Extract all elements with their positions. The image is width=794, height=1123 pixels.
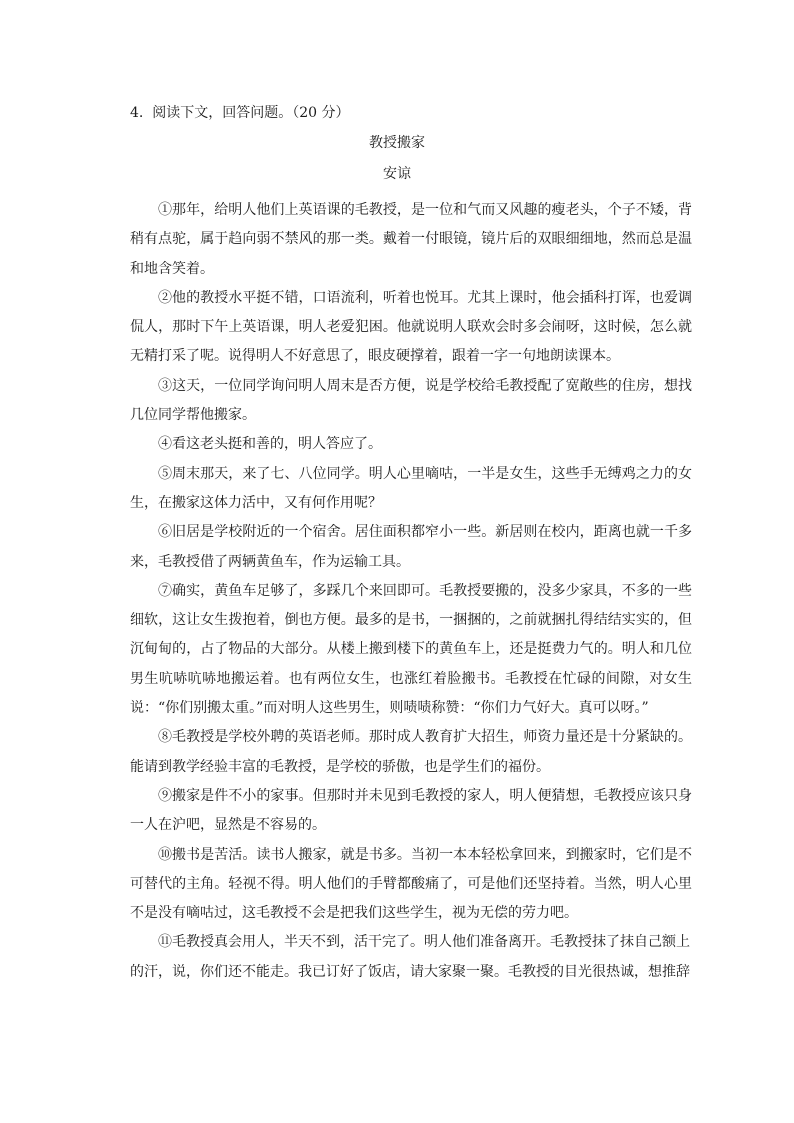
paragraph-11: ⑪毛教授真会用人，半天不到，活干完了。明人他们准备离开。毛教授抹了抹自己额上的汗，说，你们还不能走。我已订好了饭店，请大家聚一聚。毛教授的目光很热诚，想推辞 <box>130 934 690 980</box>
paragraph-7: ⑦确实，黄鱼车足够了，多踩几个来回即可。毛教授要搬的，没多少家具，不多的一些细软，这让女生拨抱着，倒也方便。最多的是书，一捆捆的，之前就捆扎得结结实实的，但沉甸甸的，占了物品的大部分。从楼上搬到楼下的黄鱼车上，还是挺费力气的。明人和几位男生吭哧吭哧地搬运着。也有两位女生，也涨红着脸搬书。毛教授在忙碌的间隙，对女生说：“你们别搬太重。”而对明人这些男生，则啧啧称赞：“你们力气好大。真可以呀。” <box>130 582 692 717</box>
paragraph-3: ③这天，一位同学询问明人周末是否方便，说是学校给毛教授配了宽敞些的住房，想找几位同学帮他搬家。 <box>130 377 692 424</box>
paragraph-9: ⑨搬家是件不小的家事。但那时并未见到毛教授的家人，明人便猜想，毛教授应该只身一人在沪吧，显然是不容易的。 <box>130 787 692 834</box>
paragraph-5: ⑤周末那天，来了七、八位同学。明人心里嘀咕，一半是女生，这些手无缚鸡之力的女生，在搬家这体力活中，又有何作用呢？ <box>130 465 692 511</box>
question-prompt: 阅读下文，回答问题。（20 分） <box>152 105 350 121</box>
paragraph-10: ⑩搬书是苦活。读书人搬家，就是书多。当初一本本轻松拿回来，到搬家时，它们是不可替代的主角。轻视不得。明人他们的手臂都酸痛了，可是他们还坚持着。当然，明人心里不是没有嘀咕过，这毛教授不会是把我们这些学生，视为无偿的劳力吧。 <box>130 846 692 922</box>
paragraph-6: ⑥旧居是学校附近的一个宿舍。居住面积都窄小一些。新居则在校内，距离也就一千多来，毛教授借了两辆黄鱼车，作为运输工具。 <box>130 524 692 570</box>
paragraph-1: ①那年，给明人他们上英语课的毛教授，是一位和气而又风趣的瘦老头，个子不矮，背稍有点驼，属于趋向弱不禁风的那一类。戴着一付眼镜，镜片后的双眼细细地，然而总是温和地含笑着。 <box>130 202 692 277</box>
question-header <box>130 103 350 123</box>
paragraph-8: ⑧毛教授是学校外聘的英语老师。那时成人教育扩大招生，师资力量还是十分紧缺的。能请到教学经验丰富的毛教授，是学校的骄傲，也是学生们的福份。 <box>130 729 692 775</box>
article-body <box>130 196 692 987</box>
paragraph-2: ②他的教授水平挺不错，口语流利，听着也悦耳。尤其上课时，他会插科打诨，也爱调侃人，那时下午上英语课，明人老爱犯困。他就说明人联欢会时多会闹呀，这时候，怎么就无精打采了呢。说得明人不好意思了，眼皮硬撑着，跟着一字一句地朗读课本。 <box>130 289 692 365</box>
article-author: 安谅 <box>383 166 411 182</box>
article-title: 教授搬家 <box>369 135 425 151</box>
question-number: 4. <box>130 105 144 121</box>
paragraph-4: ④看这老头挺和善的，明人答应了。 <box>158 436 382 453</box>
